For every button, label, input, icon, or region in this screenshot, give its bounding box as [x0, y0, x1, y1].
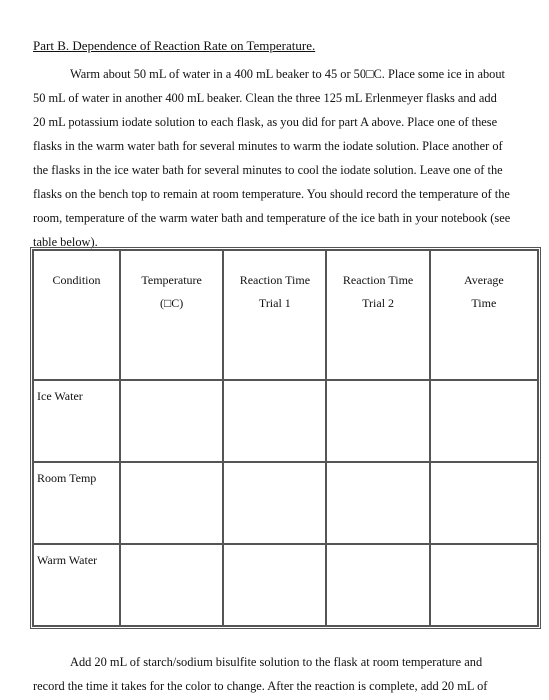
temperature-cell[interactable] — [120, 462, 223, 544]
condition-cell: Ice Water — [33, 380, 120, 462]
table-row — [33, 380, 538, 462]
table-row — [33, 544, 538, 626]
header-label: Average — [463, 273, 504, 287]
paragraph-line: Add 20 mL of starch/sodium bisulfite solution to the flask at room temperature and — [70, 655, 483, 669]
trial-2-cell[interactable] — [326, 380, 429, 462]
paragraph-line: the flasks in the ice water bath for several minutes to cool the iodate solution. Leave one of the — [33, 163, 503, 177]
paragraph-line: room, temperature of the warm water bath and temperature of the ice bath in your notebook (see — [33, 211, 511, 225]
header-trial-1 — [223, 250, 326, 380]
trial-2-cell[interactable] — [326, 462, 429, 544]
header-trial-2 — [326, 250, 429, 380]
header-label: Reaction Time — [342, 273, 414, 287]
header-sublabel: Time — [471, 296, 497, 310]
average-time-cell[interactable] — [430, 544, 538, 626]
average-time-cell[interactable] — [430, 380, 538, 462]
header-sublabel: Trial 1 — [258, 296, 291, 310]
header-temperature — [120, 250, 223, 380]
paragraph-line: 50 mL of water in another 400 mL beaker. Clean the three 125 mL Erlenmeyer flasks and add — [33, 91, 497, 105]
header-label: Condition — [52, 273, 101, 287]
header-label: Reaction Time — [239, 273, 311, 287]
paragraph-line: 20 mL potassium iodate solution to each flask, as you did for part A above. Place one of these — [33, 115, 498, 129]
paragraph-line: record the time it takes for the color to change. After the reaction is complete, add 20 mL of — [33, 679, 488, 693]
temperature-cell[interactable] — [120, 544, 223, 626]
trial-1-cell[interactable] — [223, 462, 326, 544]
header-unit: (□C) — [160, 296, 184, 310]
paragraph-line: table below). — [33, 235, 98, 249]
condition-cell: Warm Water — [33, 544, 120, 626]
paragraph-line: flasks in the warm water bath for several minutes to warm the iodate solution. Place another of — [33, 139, 503, 153]
trial-1-cell[interactable] — [223, 544, 326, 626]
header-condition — [33, 250, 120, 380]
table-header-row — [33, 250, 538, 380]
header-average-time — [430, 250, 538, 380]
data-table — [30, 247, 541, 629]
condition-cell: Room Temp — [33, 462, 120, 544]
table-row — [33, 462, 538, 544]
header-sublabel: Trial 2 — [362, 296, 395, 310]
paragraph-line: flasks on the bench top to remain at room temperature. You should record the temperature of the — [33, 187, 510, 201]
instructions-paragraph — [33, 62, 545, 254]
average-time-cell[interactable] — [430, 462, 538, 544]
trial-1-cell[interactable] — [223, 380, 326, 462]
temperature-cell[interactable] — [120, 380, 223, 462]
section-heading: Part B. Dependence of Reaction Rate on Temperature. — [33, 38, 316, 53]
header-label: Temperature — [141, 273, 202, 287]
closing-paragraph — [33, 650, 545, 698]
paragraph-line: Warm about 50 mL of water in a 400 mL beaker to 45 or 50□C. Place some ice in about — [70, 67, 505, 81]
trial-2-cell[interactable] — [326, 544, 429, 626]
